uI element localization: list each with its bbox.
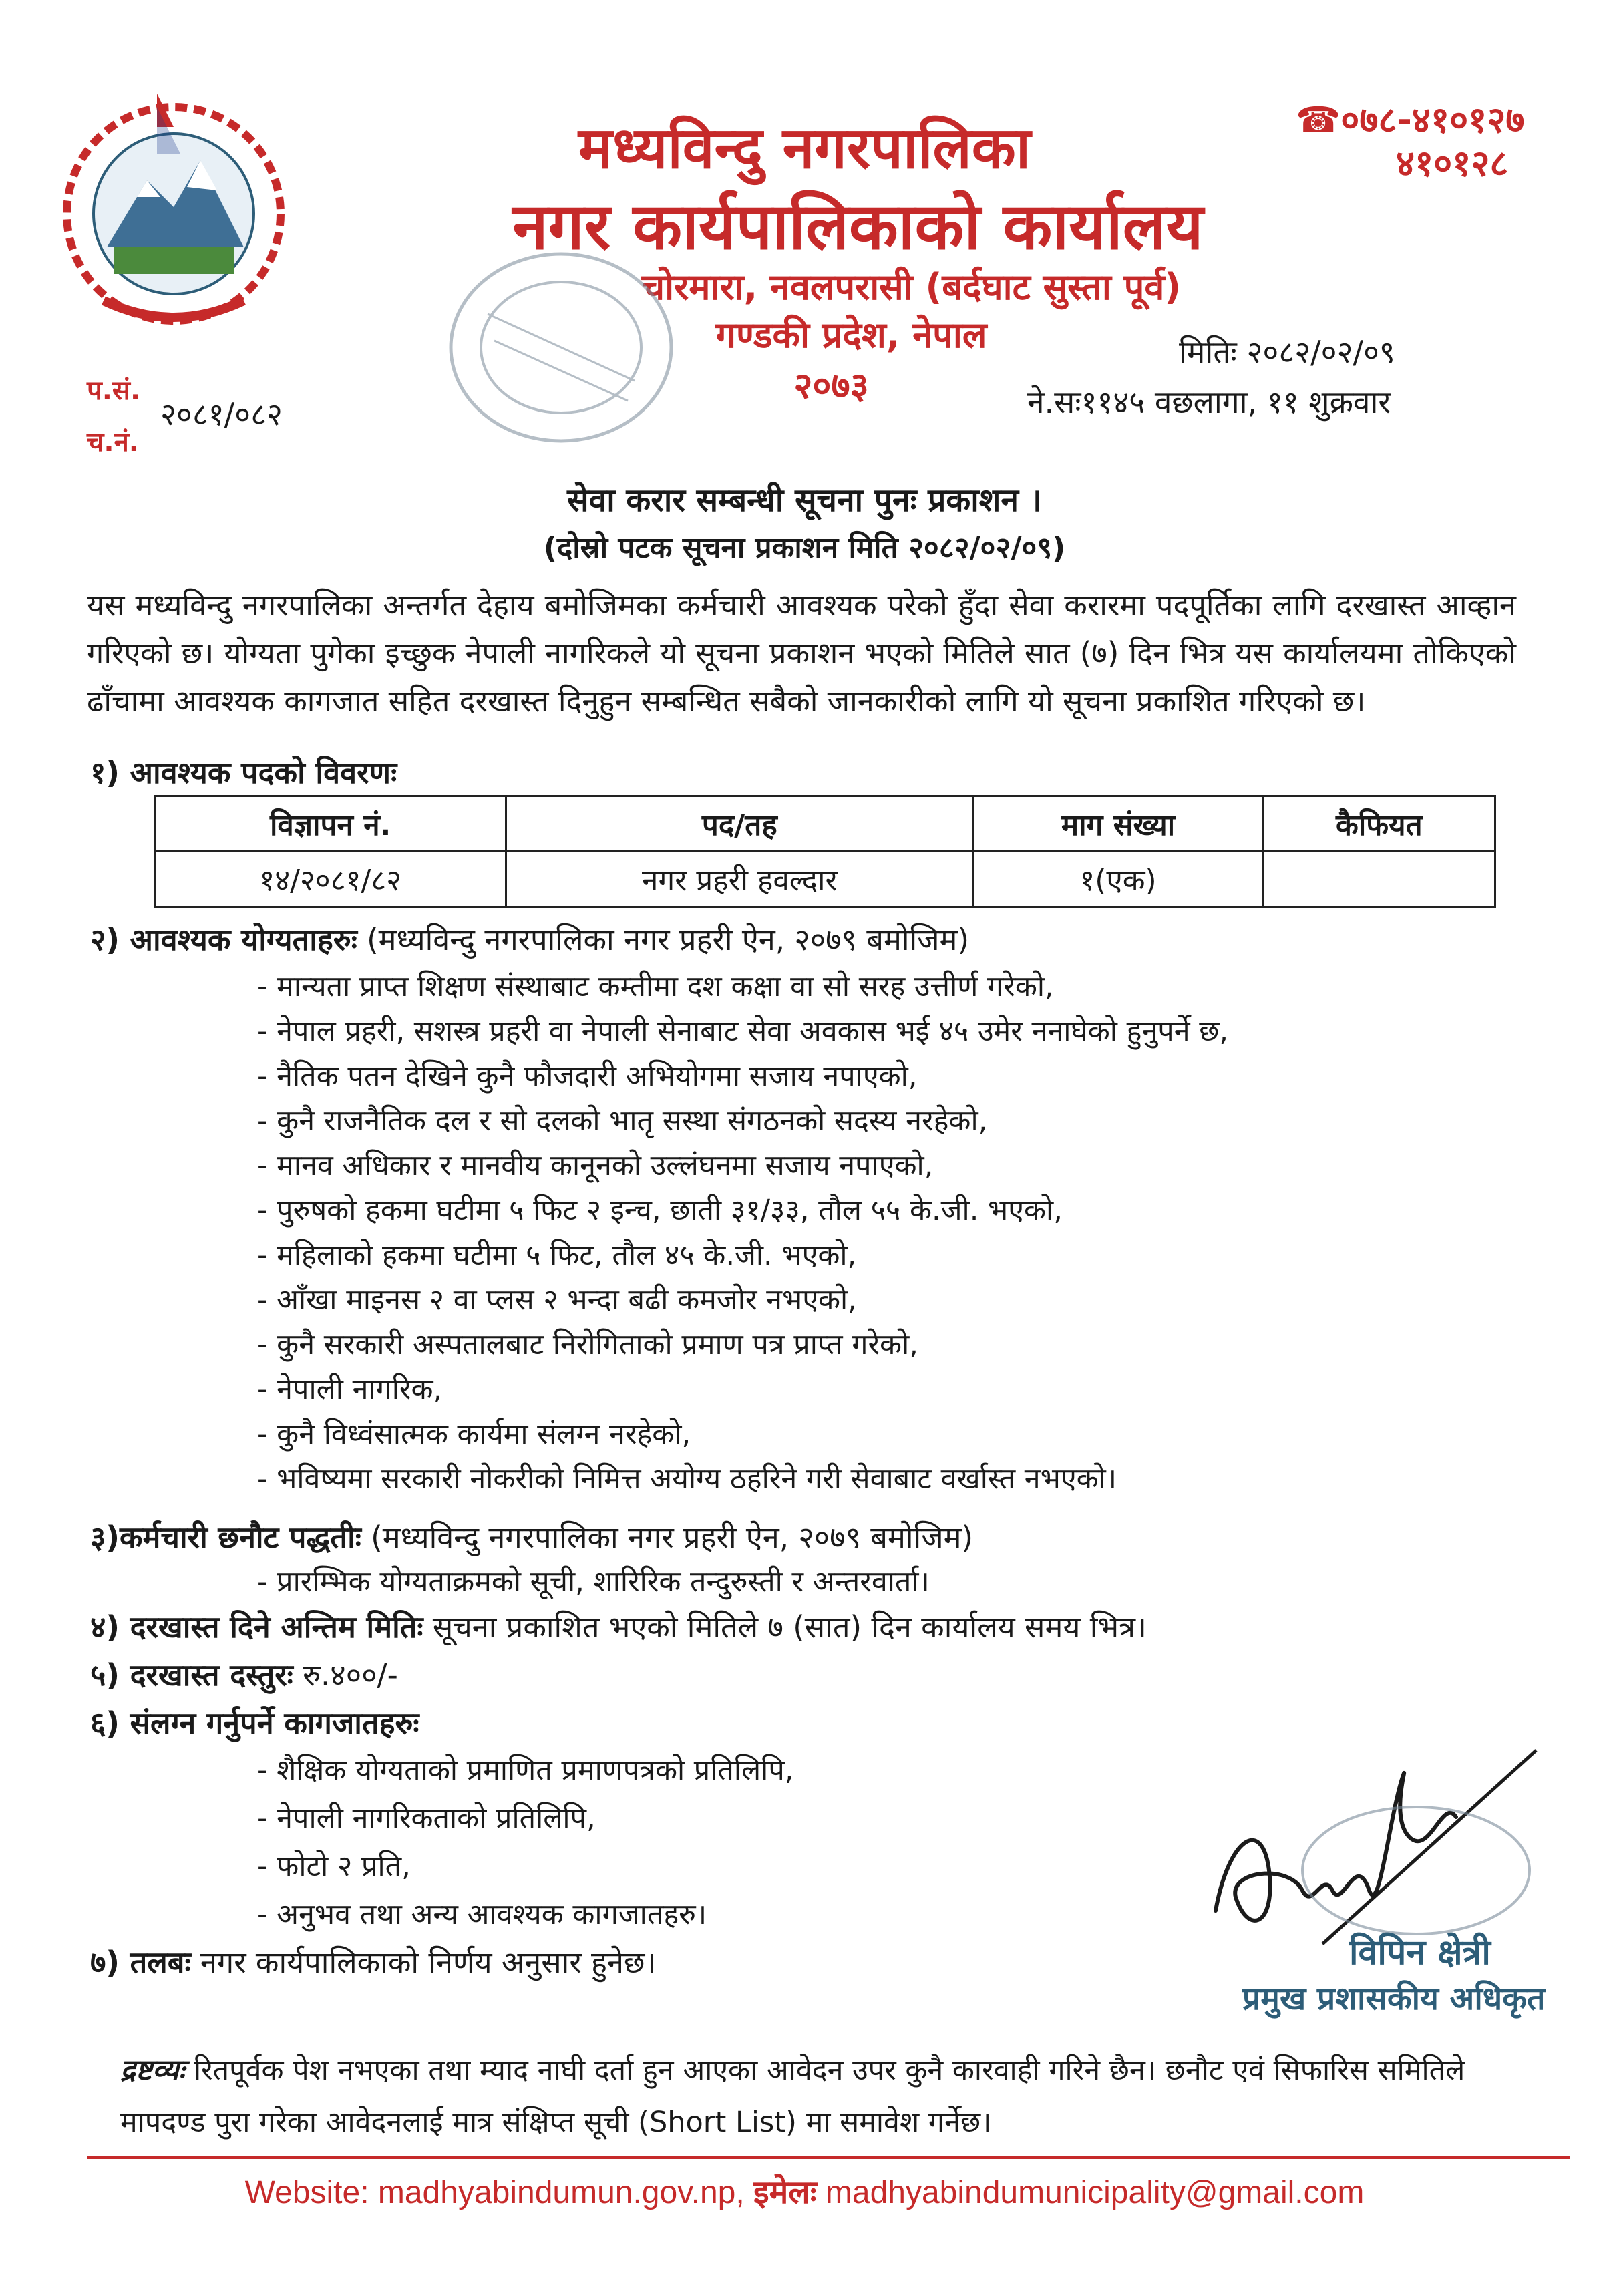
section-1-heading: १) आवश्यक पदको विवरणः <box>90 755 397 790</box>
notice-subtitle: (दोस्रो पटक सूचना प्रकाशन मिति २०८२/०२/०९) <box>543 531 1066 565</box>
list-item: - प्रारम्भिक योग्यताक्रमको सूची, शारिरिक तन्दुरुस्ती र अन्तरवार्ता। <box>257 1565 930 1599</box>
section-7-text: नगर कार्यपालिकाको निर्णय अनुसार हुनेछ। <box>200 1945 657 1980</box>
list-item: - शैक्षिक योग्यताको प्रमाणित प्रमाणपत्रको प्रतिलिपि, <box>257 1754 794 1787</box>
website-label: Website: <box>244 2175 369 2210</box>
section-3-note: (मध्यविन्दु नगरपालिका नगर प्रहरी ऐन, २०७९ बमोजिम) <box>371 1520 974 1555</box>
list-item: - नेपाली नागरिकताको प्रतिलिपि, <box>257 1802 596 1835</box>
phone-number-1: ☎०७८-४१०१२७ <box>1296 99 1525 141</box>
table-header: माग संख्या <box>973 796 1264 852</box>
table-header: कैफियत <box>1263 796 1495 852</box>
section-4-text: सूचना प्रकाशित भएको मितिले ७ (सात) दिन कार्यालय समय भित्र। <box>432 1609 1147 1645</box>
office-stamp-icon <box>441 240 681 454</box>
table-cell <box>1263 852 1495 907</box>
footer <box>0 2170 1609 2213</box>
list-item: - भविष्यमा सरकारी नोकरीको निमित्त अयोग्य ठहरिने गरी सेवाबाट वर्खास्त नभएको। <box>257 1462 1117 1496</box>
email-label: इमेलः <box>753 2175 817 2210</box>
section-2-heading: २) आवश्यक योग्यताहरुः <box>90 922 357 957</box>
ps-label: प.सं. <box>87 375 141 406</box>
section-6-heading: ६) संलग्न गर्नुपर्ने कागजातहरुः <box>90 1705 419 1741</box>
office-name: नगर कार्यपालिकाको कार्यालय <box>512 189 1204 264</box>
table-header: पद/तह <box>506 796 973 852</box>
list-item: - कुनै सरकारी अस्पतालबाट निरोगिताको प्रमाण पत्र प्राप्त गरेको, <box>257 1328 918 1361</box>
list-item: - पुरुषको हकमा घटीमा ५ फिट २ इन्च, छाती ३१/३३, तौल ५५ के.जी. भएको, <box>257 1194 1063 1227</box>
section-7-heading: ७) तलबः <box>90 1945 191 1980</box>
notice-title: सेवा करार सम्बन्धी सूचना पुनः प्रकाशन । <box>567 482 1042 519</box>
table-cell: १४/२०८१/८२ <box>155 852 506 907</box>
section-2-heading-line <box>90 919 969 959</box>
municipality-name: मध्यविन्दु नगरपालिका <box>578 115 1031 182</box>
note <box>120 2044 1550 2148</box>
list-item: - कुनै विध्वंसात्मक कार्यमा संलग्न नरहेको, <box>257 1418 691 1451</box>
website-link[interactable]: madhyabindumun.gov.np, <box>377 2175 745 2210</box>
section-4-heading: ४) दरखास्त दिने अन्तिम मितिः <box>90 1609 423 1645</box>
established-year: २०७३ <box>793 365 869 407</box>
signatory-name: विपिन क्षेत्री <box>1349 1933 1491 1973</box>
list-item: - अनुभव तथा अन्य आवश्यक कागजातहरु। <box>257 1898 707 1931</box>
address-line-1: चोरमारा, नवलपरासी (बर्दघाट सुस्ता पूर्व) <box>641 266 1182 308</box>
table-cell: नगर प्रहरी हवल्दार <box>506 852 973 907</box>
section-3-heading-line <box>90 1516 973 1557</box>
section-5 <box>90 1654 398 1695</box>
cn-label: च.नं. <box>87 427 139 458</box>
list-item: - मानव अधिकार र मानवीय कानूनको उल्लंघनमा सजाय नपाएको, <box>257 1149 934 1182</box>
list-item: - फोटो २ प्रति, <box>257 1850 411 1883</box>
section-3-heading: ३)कर्मचारी छनौट पद्धतीः <box>90 1520 361 1555</box>
ps-value: २०८१/०८२ <box>160 396 283 432</box>
list-item: - कुनै राजनैतिक दल र सो दलको भातृ सस्था संगठनको सदस्य नरहेको, <box>257 1104 988 1138</box>
list-item: - नैतिक पतन देखिने कुनै फौजदारी अभियोगमा सजाय नपाएको, <box>257 1059 918 1093</box>
position-table <box>154 795 1496 908</box>
table-header-row <box>155 796 1495 852</box>
table-header: विज्ञापन नं. <box>155 796 506 852</box>
section-7 <box>90 1941 657 1982</box>
list-item: - आँखा माइनस २ वा प्लस २ भन्दा बढी कमजोर नभएको, <box>257 1283 857 1317</box>
section-4 <box>90 1606 1147 1647</box>
list-item: - नेपाली नागरिक, <box>257 1373 443 1406</box>
table-row <box>155 852 1495 907</box>
phone-number-2: ४१०१२८ <box>1396 142 1509 184</box>
section-5-heading: ५) दरखास्त दस्तुरः <box>90 1657 293 1693</box>
table-cell: १(एक) <box>973 852 1264 907</box>
email-link[interactable]: madhyabindumunicipality@gmail.com <box>825 2175 1365 2210</box>
list-item: - मान्यता प्राप्त शिक्षण संस्थाबाट कम्तीमा दश कक्षा वा सो सरह उत्तीर्ण गरेको, <box>257 970 1054 1003</box>
address-line-2: गण्डकी प्रदेश, नेपाल <box>715 314 987 356</box>
date: मितिः २०८२/०२/०९ <box>1179 334 1395 370</box>
list-item: - नेपाल प्रहरी, सशस्त्र प्रहरी वा नेपाली सेनाबाट सेवा अवकास भई ४५ उमेर ननाघेको हुनुपर्ने छ, <box>257 1015 1229 1048</box>
notice-intro: यस मध्यविन्दु नगरपालिका अन्तर्गत देहाय बमोजिमका कर्मचारी आवश्यक परेको हुँदा सेवा करारमा पदपूर्तिका लागि दरखास्त आव्हान गरिएको छ। योग्यता पुगेका इच्छुक नेपाली नागरिकले यो सूचना प्रकाशन भएको मितिले सात (७) दिन भित्र यस कार्यालयमा तोकिएको ढाँचामा आवश्यक कागजात सहित दरखास्त दिनुहुन सम्बन्धित सबैको जानकारीको लागि यो सूचना प्रकाशित गरिएको छ। <box>87 587 1516 719</box>
note-label: द्रष्टव्यः <box>120 2054 185 2087</box>
list-item: - महिलाको हकमा घटीमा ५ फिट, तौल ४५ के.जी. भएको, <box>257 1239 857 1272</box>
section-2-note: (मध्यविन्दु नगरपालिका नगर प्रहरी ऐन, २०७९ बमोजिम) <box>367 922 970 957</box>
note-text: रितपूर्वक पेश नभएका तथा म्याद नाघी दर्ता हुन आएका आवेदन उपर कुनै कारवाही गरिने छैन। छनौट एवं सिफारिस समितिले मापदण्ड पुरा गरेका आवेदनलाई मात्र संक्षिप्त सूची (Short List) मा समावेश गर्नेछ। <box>120 2054 1465 2139</box>
signatory-post: प्रमुख प्रशासकीय अधिकृत <box>1242 1980 1546 2017</box>
signature-icon <box>1189 1737 1563 1957</box>
section-5-text: रु.४००/- <box>303 1657 398 1693</box>
footer-divider <box>87 2156 1570 2159</box>
nepal-sambat-date: ने.सः११४५ वछलागा, ११ शुक्रवार <box>1027 384 1391 420</box>
